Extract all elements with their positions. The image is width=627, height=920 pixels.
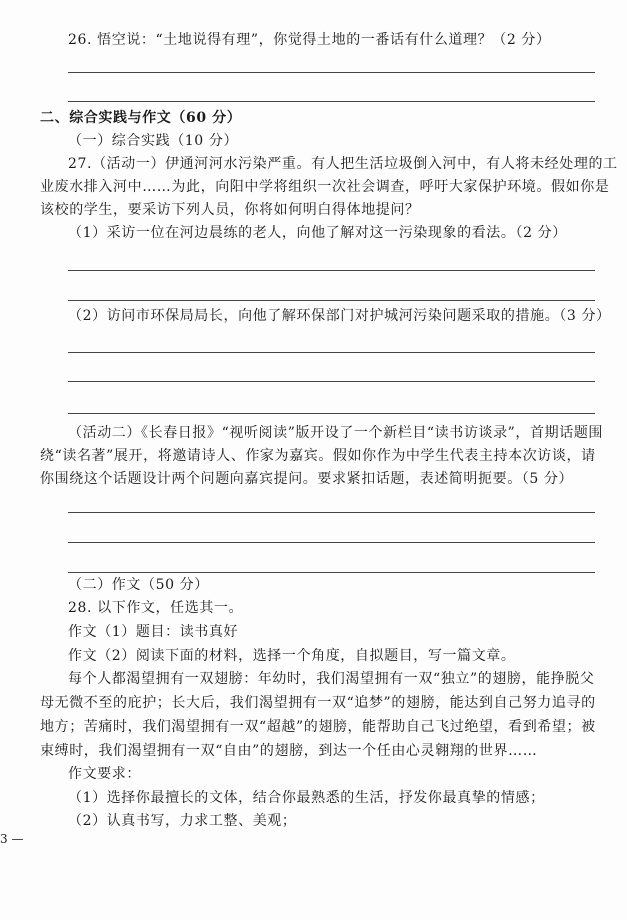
question-27-sub-2: （2）访问市环保局局长，向他了解环保部门对护城河污染问题采取的措施。（3 分） (68, 308, 611, 324)
section-2-title: 二、综合实践与作文（60 分） (40, 110, 242, 126)
question-27-line: 27.（活动一）伊通河河水污染严重。有人把生活垃圾倒入河中，有人将未经处理的工 (68, 156, 618, 172)
answer-line (68, 512, 595, 513)
material-line: 地方；苦痛时，我们渴望拥有一双“超越”的翅膀，能帮助自己飞过绝望，看到希望；被 (40, 719, 596, 735)
essay-option-2: 作文（2）阅读下面的材料，选择一个角度，自拟题目，写一篇文章。 (68, 648, 516, 664)
answer-line (68, 352, 595, 353)
part-2-title: （二）作文（50 分） (68, 577, 209, 593)
material-line: 母无微不至的庇护；长大后，我们渴望拥有一双“追梦”的翅膀，能达到自己努力追寻的 (40, 695, 596, 711)
material-line: 每个人都渴望拥有一双翅膀：年幼时，我们渴望拥有一双“独立”的翅膀，能挣脱父 (68, 671, 595, 687)
requirements-title: 作文要求： (68, 766, 141, 782)
answer-line (68, 572, 595, 573)
question-27-line: 业废水排入河中……为此，向阳中学将组织一次社会调查，呼吁大家保护环境。假如你是 (40, 179, 610, 195)
answer-line (68, 270, 595, 271)
requirement-item: （1）选择你最擅长的文体，结合你最熟悉的生活，抒发你最真挚的情感； (68, 790, 545, 806)
answer-line (68, 101, 595, 102)
question-27-sub-1: （1）采访一位在河边晨练的老人，向他了解对这一污染现象的看法。（2 分） (68, 225, 567, 241)
requirement-item: （2）认真书写，力求工整、美观； (68, 813, 297, 829)
activity-2-line: 你围绕这个话题设计两个问题向嘉宾提问。要求紧扣话题，表述简明扼要。（5 分） (40, 471, 574, 487)
material-line: 束缚时，我们渴望拥有一双“自由”的翅膀，到达一个任由心灵翱翔的世界…… (40, 743, 538, 759)
question-26: 26. 悟空说：“土地说得有理”，你觉得土地的一番话有什么道理？（2 分） (68, 32, 551, 48)
question-28-intro: 28. 以下作文，任选其一。 (68, 600, 244, 616)
answer-line (68, 381, 595, 382)
activity-2-line: 绕“读名著”展开，将邀请诗人、作家为嘉宾。假如你作为中学生代表主持本次访谈，请 (40, 448, 596, 464)
answer-line (68, 72, 595, 73)
answer-line (68, 413, 595, 414)
page-number: 3 — (0, 832, 24, 846)
essay-option-1: 作文（1）题目：读书真好 (68, 624, 239, 640)
answer-line (68, 300, 595, 301)
answer-line (68, 542, 595, 543)
activity-2-line: （活动二）《长春日报》“视听阅读”版开设了一个新栏目“读书访谈录”，首期话题围 (68, 425, 604, 441)
question-27-line: 该校的学生，要采访下列人员，你将如何明白得体地提问？ (40, 202, 420, 218)
part-1-title: （一）综合实践（10 分） (68, 133, 239, 149)
